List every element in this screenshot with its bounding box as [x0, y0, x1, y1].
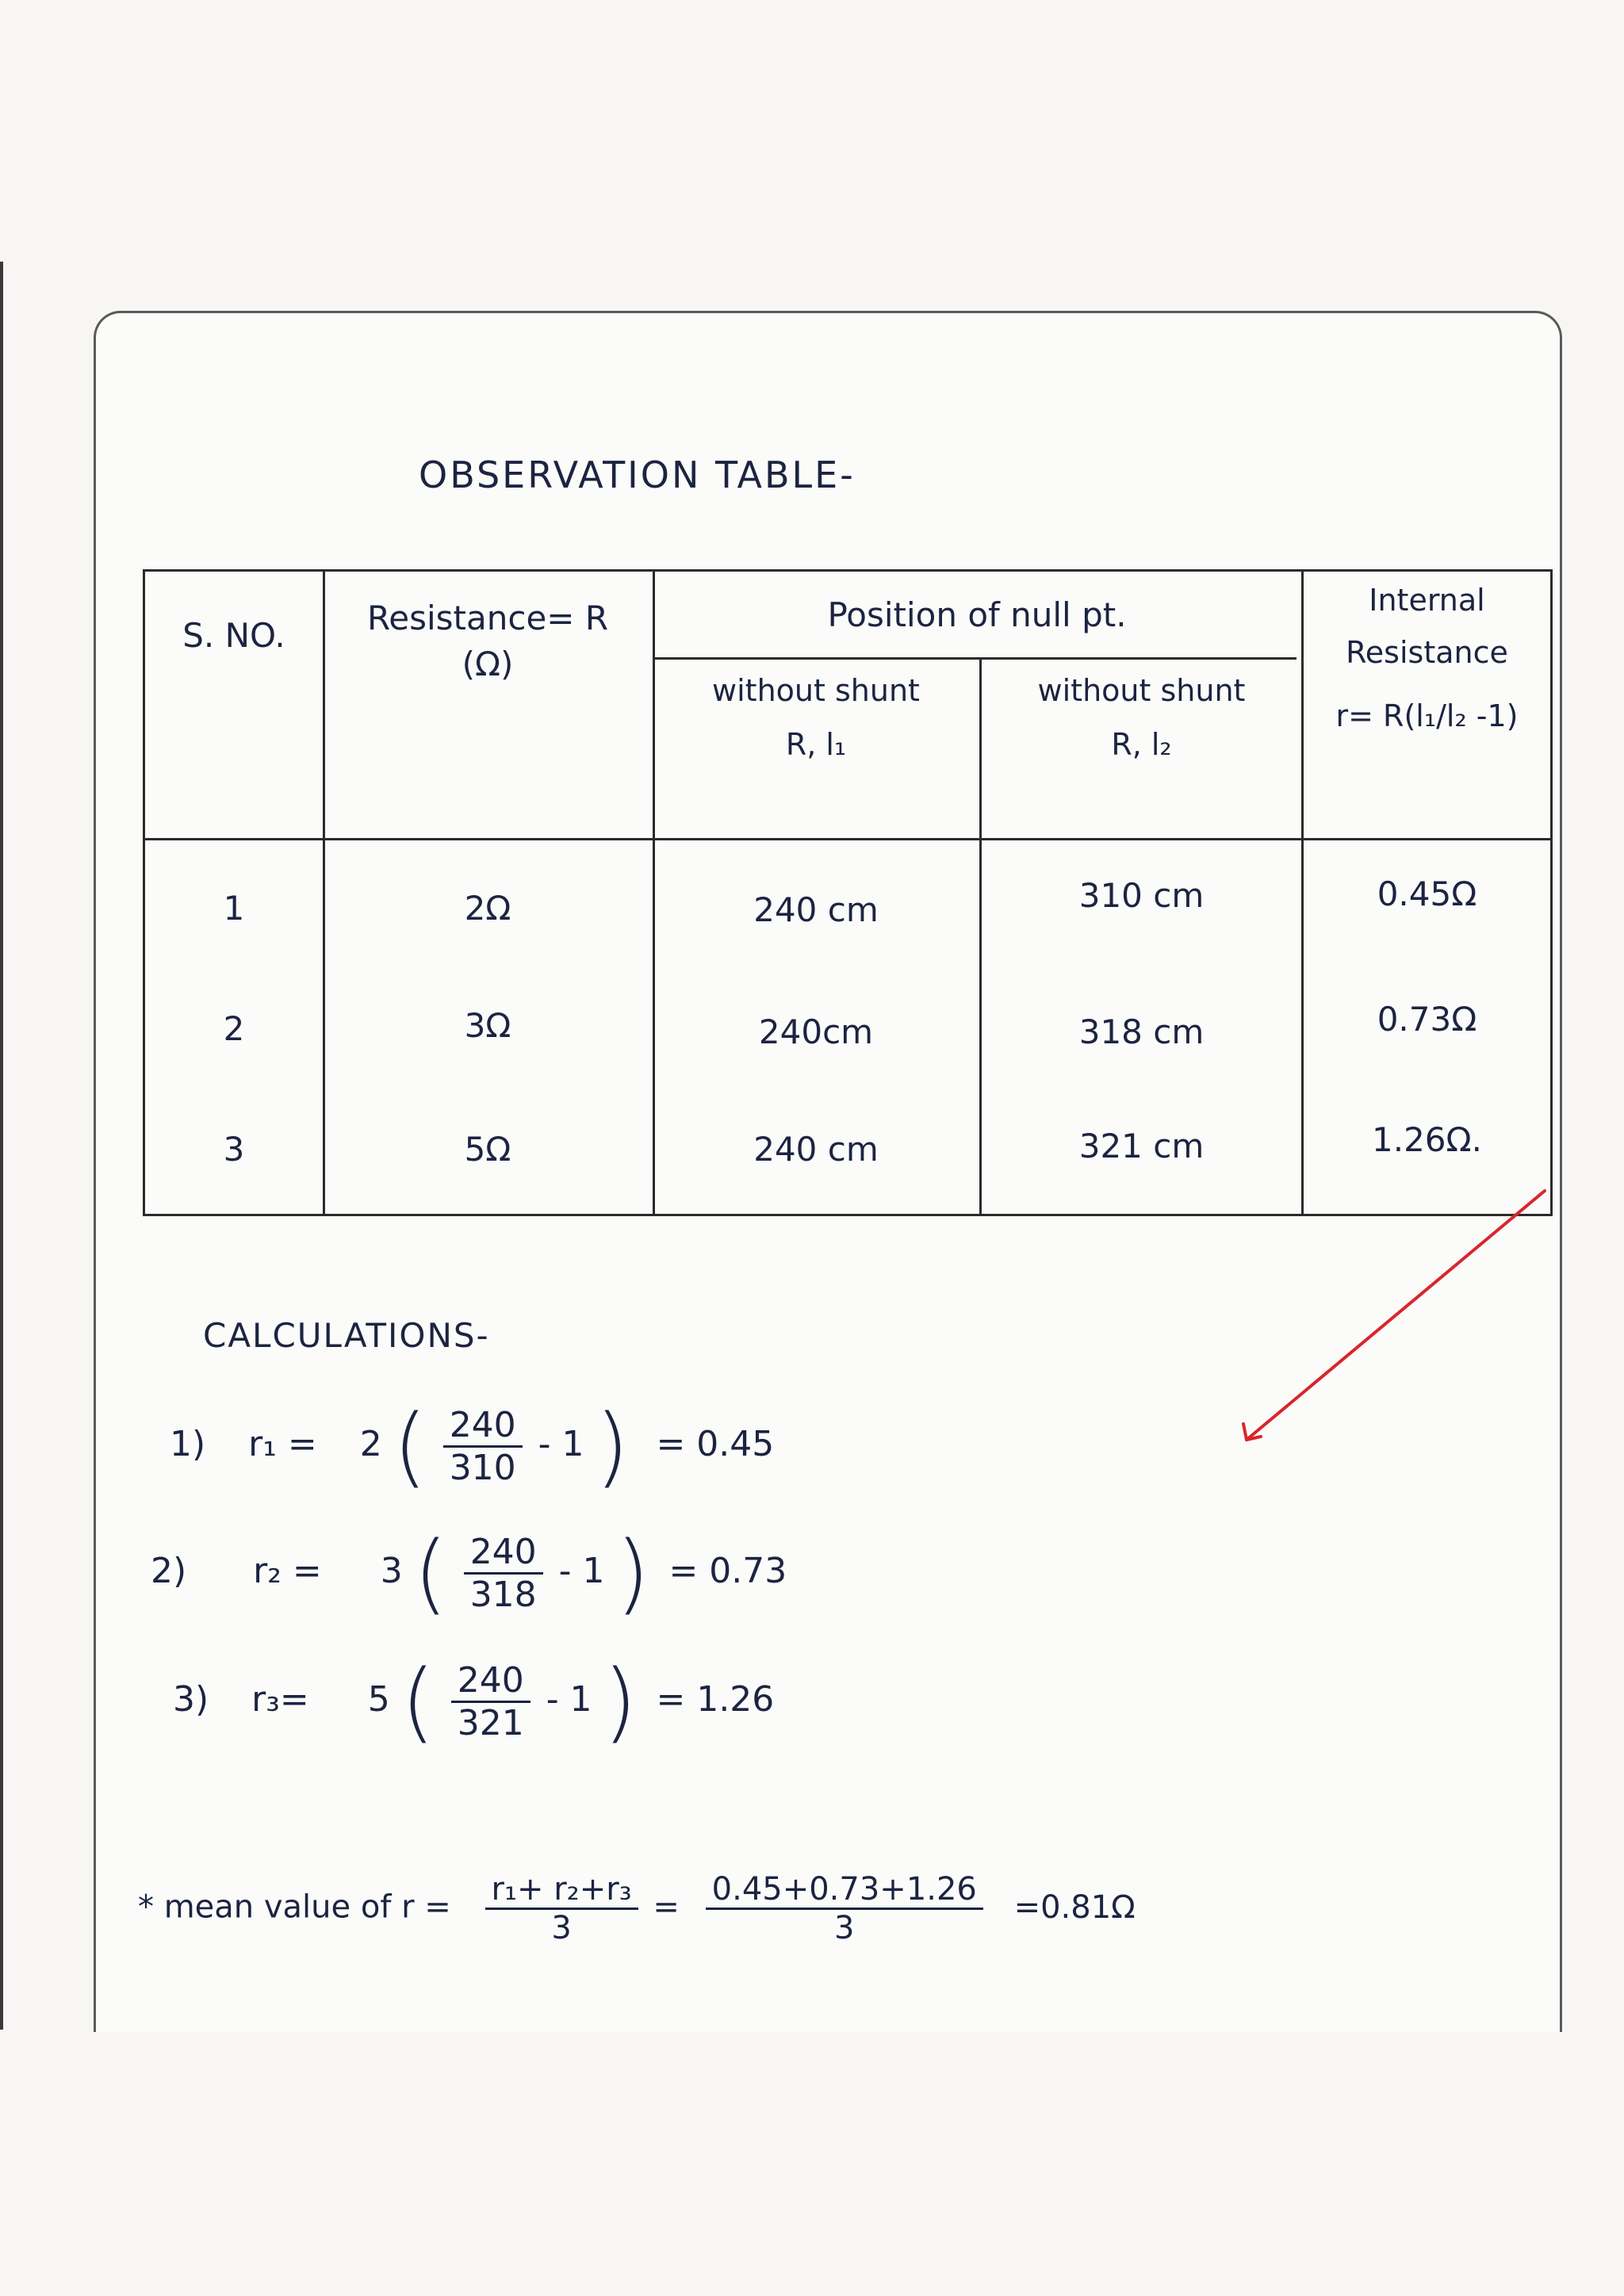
calc-var: r₃=	[251, 1679, 309, 1720]
calculations-heading: CALCULATIONS-	[203, 1316, 490, 1355]
calc-num: 240	[464, 1532, 543, 1575]
calc-item-1	[170, 1395, 774, 1497]
open-paren: (	[393, 1395, 427, 1497]
calc-fraction	[443, 1405, 523, 1488]
mean-eq: =	[653, 1888, 680, 1926]
mean-value-line	[138, 1871, 1136, 1946]
row1-internal: 0.45Ω	[1377, 874, 1477, 913]
calc-coef: 5	[367, 1679, 390, 1720]
row2-l2: 318 cm	[1078, 1012, 1205, 1051]
header-sno: S. NO.	[182, 616, 285, 655]
mean-expr-num: r₁+ r₂+r₃	[485, 1871, 638, 1910]
page-title: OBSERVATION TABLE-	[419, 453, 856, 496]
calc-var: r₂ =	[253, 1551, 322, 1591]
row1-sno: 1	[223, 889, 245, 928]
header-internal-formula: r= R(l₁/l₂ -1)	[1335, 698, 1519, 733]
calc-den: 318	[469, 1574, 537, 1615]
calc-item-3	[173, 1651, 774, 1752]
row3-internal: 1.26Ω.	[1372, 1120, 1482, 1159]
header-resistance-unit: (Ω)	[462, 645, 514, 683]
close-paren: )	[615, 1522, 650, 1624]
calc-den: 321	[457, 1702, 524, 1743]
row2-resistance: 3Ω	[464, 1006, 511, 1045]
calc-fraction	[464, 1532, 543, 1615]
header-l1: without shunt	[712, 673, 920, 708]
row2-sno: 2	[223, 1009, 245, 1048]
header-l2: without shunt	[1037, 673, 1246, 708]
row1-l2: 310 cm	[1078, 876, 1205, 915]
header-resistance: Resistance= R	[366, 599, 609, 637]
row3-resistance: 5Ω	[464, 1130, 511, 1169]
mean-label: * mean value of r =	[138, 1888, 451, 1926]
row2-l1: 240cm	[758, 1012, 874, 1051]
row1-l1: 240 cm	[753, 890, 879, 929]
calc-index: 1)	[170, 1424, 206, 1464]
calc-index: 3)	[173, 1679, 209, 1720]
header-internal-2: Resistance	[1346, 635, 1508, 670]
calc-result: = 0.73	[668, 1551, 787, 1591]
mean-val-den: 3	[834, 1910, 855, 1946]
calc-result: = 1.26	[656, 1679, 775, 1720]
calc-fraction	[451, 1660, 530, 1743]
mean-expr-fraction	[485, 1871, 638, 1946]
header-internal: Internal	[1369, 583, 1485, 618]
calc-coef: 2	[359, 1424, 382, 1464]
mean-val-num: 0.45+0.73+1.26	[706, 1871, 983, 1910]
calc-minus: - 1	[538, 1424, 584, 1464]
row2-internal: 0.73Ω	[1377, 1000, 1477, 1039]
calc-item-2	[151, 1522, 787, 1624]
calc-num: 240	[443, 1405, 523, 1448]
calc-minus: - 1	[546, 1679, 592, 1720]
calc-index: 2)	[151, 1551, 187, 1591]
calc-var: r₁ =	[248, 1424, 317, 1464]
mean-result: =0.81Ω	[1013, 1888, 1136, 1926]
row3-sno: 3	[223, 1130, 245, 1169]
calc-den: 310	[449, 1447, 516, 1488]
header-l2-sub: R, l₂	[1111, 727, 1172, 762]
close-paren: )	[595, 1395, 630, 1497]
header-l1-sub: R, l₁	[785, 727, 847, 762]
calc-result: = 0.45	[656, 1424, 775, 1464]
calc-num: 240	[451, 1660, 530, 1703]
calc-minus: - 1	[558, 1551, 605, 1591]
row1-resistance: 2Ω	[464, 889, 511, 928]
calc-coef: 3	[380, 1551, 403, 1591]
open-paren: (	[400, 1651, 435, 1752]
mean-expr-den: 3	[551, 1910, 572, 1946]
row3-l2: 321 cm	[1078, 1127, 1205, 1165]
row3-l1: 240 cm	[753, 1130, 879, 1169]
mean-val-fraction	[706, 1871, 983, 1946]
header-null-point: Position of null pt.	[827, 595, 1127, 634]
open-paren: (	[413, 1522, 448, 1624]
close-paren: )	[603, 1651, 638, 1752]
